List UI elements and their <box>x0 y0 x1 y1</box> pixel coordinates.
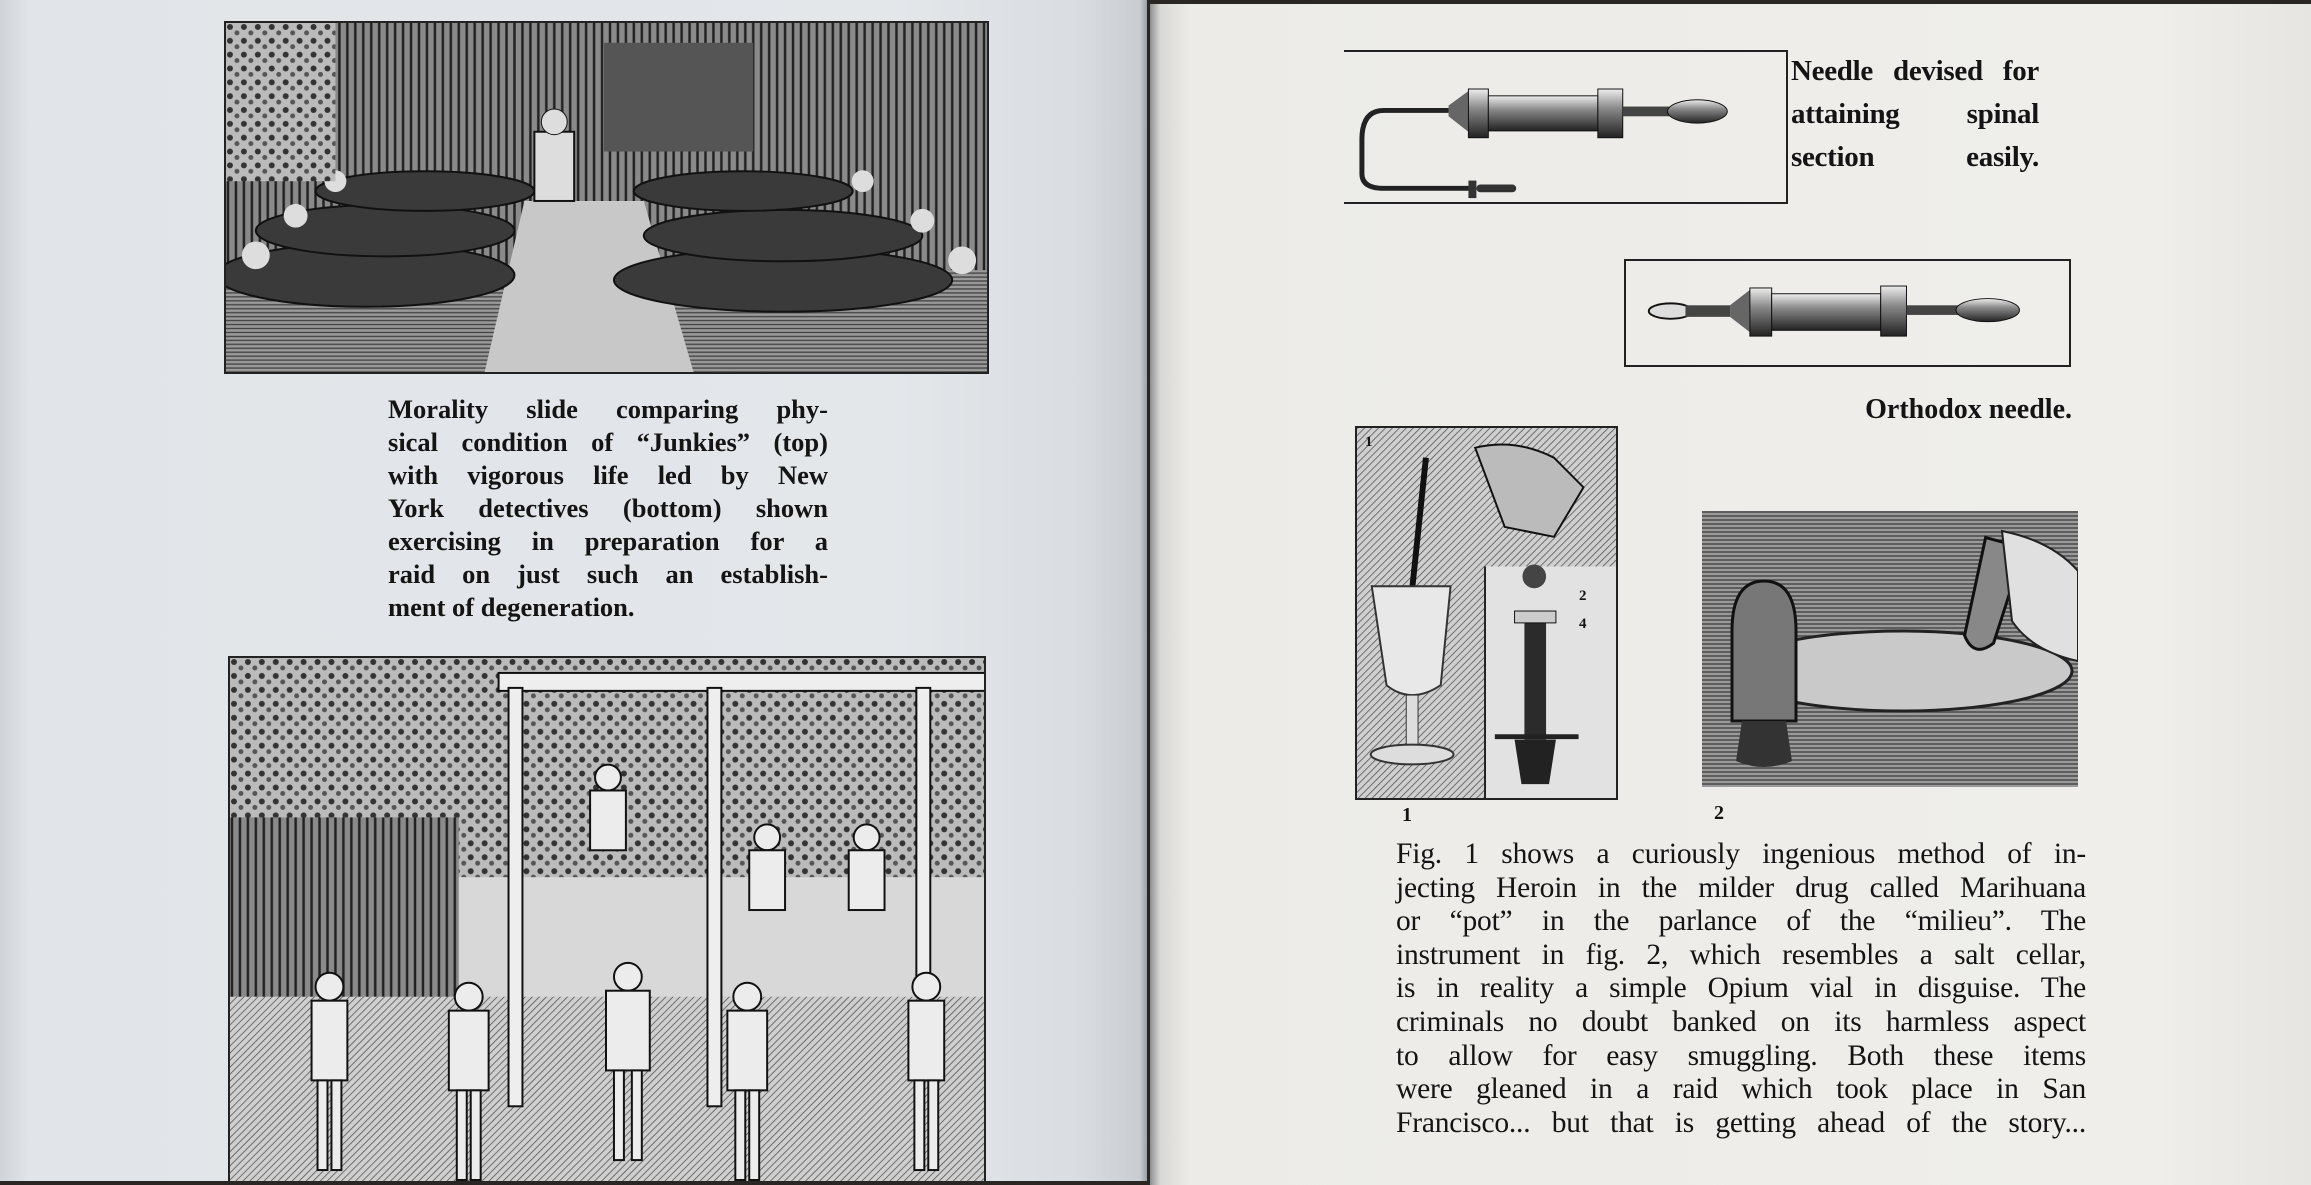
caption-line: attaining spinal <box>1791 98 2039 130</box>
caption-line: sical condition of “Junkies” (top) <box>388 427 828 457</box>
paragraph-line: is in reality a simple Opium vial in disguise. The <box>1396 972 2086 1005</box>
paragraph-line: Francisco... but that is getting ahead of the story... <box>1396 1106 2086 1139</box>
caption-line: with vigorous life led by New <box>388 460 828 490</box>
detectives-exercising-illustration <box>228 656 986 1181</box>
paragraph-line: Fig. 1 shows a curiously ingenious method of in- <box>1396 838 2086 870</box>
orthodox-needle-caption: Orthodox needle. <box>1865 394 2072 425</box>
paragraph-line: instrument in fig. 2, which resembles a salt cellar, <box>1396 938 2086 971</box>
paragraph-line: criminals no doubt banked on its harmless aspect <box>1396 1005 2086 1038</box>
caption-line: exercising in preparation for a <box>388 526 828 556</box>
spinal-needle-illustration <box>1344 50 1788 204</box>
fig-description-paragraph <box>1396 838 2086 1140</box>
caption-line: Morality slide comparing phy- <box>388 394 828 424</box>
caption-line: raid on just such an establish- <box>388 559 828 589</box>
fig1-inner-label: 2 <box>1579 588 1587 604</box>
paragraph-line: to allow for easy smuggling. Both these items <box>1396 1039 2086 1072</box>
fig1-marihuana-injection-illustration <box>1355 426 1618 800</box>
paragraph-line: jecting Heroin in the milder drug called Marihuana <box>1396 871 2086 904</box>
fig2-label: 2 <box>1714 802 1724 824</box>
caption-line: ment of degeneration. <box>388 592 635 622</box>
caption-line: York detectives (bottom) shown <box>388 493 828 523</box>
orthodox-needle-illustration <box>1624 259 2071 367</box>
fig2-salt-cellar-vial-illustration <box>1702 511 2078 787</box>
caption-line: section easily. <box>1791 141 2039 173</box>
fig1-inner-label: 1 <box>1365 434 1373 450</box>
fig1-inner-label: 4 <box>1579 616 1587 632</box>
left-page <box>0 0 1147 1181</box>
morality-slide-caption <box>388 393 828 624</box>
fig1-label: 1 <box>1402 804 1412 826</box>
spinal-needle-caption <box>1791 50 2039 179</box>
paragraph-line: or “pot” in the parlance of the “milieu”. The <box>1396 905 2086 938</box>
junkies-illustration <box>224 21 989 374</box>
paragraph-line: were gleaned in a raid which took place in San <box>1396 1073 2086 1106</box>
caption-line: Needle devised for <box>1791 55 2039 87</box>
